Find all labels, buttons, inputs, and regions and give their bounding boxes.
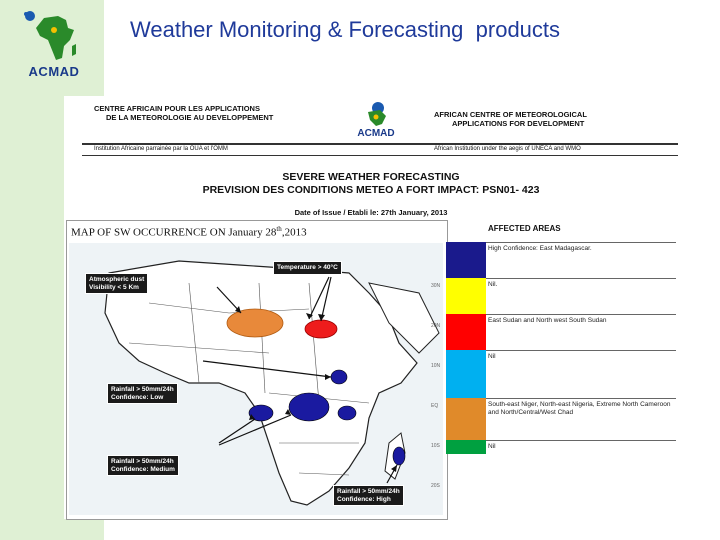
logo-text: ACMAD (28, 64, 80, 79)
bulletin-subtitle: PREVISION DES CONDITIONS METEO A FORT IMPACT: PSN01- 423 (202, 184, 540, 196)
header-divider (82, 143, 678, 145)
legend-swatch (446, 398, 486, 440)
svg-text:10S: 10S (431, 443, 440, 449)
legend-text: East Sudan and North west South Sudan (488, 317, 607, 324)
header-right (434, 110, 587, 128)
legend-text: Nil (488, 443, 496, 450)
callout-rain-high-line-2: Confidence: High (337, 495, 391, 503)
legend-row (446, 440, 676, 454)
callout-dust (85, 273, 148, 294)
legend-text: South-east Niger, North-east Nigeria, Extreme North Cameroon and North/Central/West Chad (488, 401, 671, 416)
legend-swatch (446, 350, 486, 398)
legend-text: Nil. (488, 281, 498, 288)
acmad-logo (14, 6, 94, 80)
africa-map-icon (14, 6, 94, 64)
map-panel (66, 220, 448, 520)
callout-rain-low-line-1: Rainfall > 50mm/24h (111, 386, 174, 393)
svg-text:10N: 10N (431, 363, 441, 369)
legend-row (446, 398, 676, 441)
legend-swatch (446, 278, 486, 314)
forecast-document (64, 96, 678, 519)
header-right-line-1: AFRICAN CENTRE OF METEOROLOGICAL (434, 110, 587, 119)
callout-dust-line-2: Visibility < 5 Km (89, 283, 139, 291)
callout-rain-high (333, 485, 404, 506)
svg-text:20S: 20S (431, 483, 440, 489)
map-title (71, 225, 307, 239)
callout-rain-medium-line-2: Confidence: Medium (111, 465, 175, 473)
callout-rain-low-line-2: Confidence: Low (111, 393, 164, 401)
legend-text: Nil (488, 353, 496, 360)
institution-divider (82, 155, 678, 156)
svg-text:EQ: EQ (431, 403, 439, 409)
legend-row (446, 278, 676, 315)
map-title-sup: th (276, 225, 282, 233)
legend-text: High Confidence: East Madagascar. (488, 245, 592, 252)
callout-dust-line-1: Atmospheric dust (89, 276, 145, 283)
map-title-suffix: ,2013 (281, 226, 307, 239)
svg-text:20N: 20N (431, 323, 441, 329)
legend-row (446, 314, 676, 351)
legend-header (446, 220, 676, 243)
callout-temperature: Temperature > 40°C (273, 261, 342, 275)
legend-header-label: AFFECTED AREAS (488, 224, 561, 233)
map-title-prefix: MAP OF SW OCCURRENCE ON January 28 (71, 226, 277, 239)
header-left-line-1: CENTRE AFRICAIN POUR LES APPLICATIONS (94, 104, 260, 113)
doc-logo (348, 98, 404, 142)
callout-rain-medium-line-1: Rainfall > 50mm/24h (111, 458, 174, 465)
doc-logo-text: ACMAD (357, 128, 395, 139)
header-right-line-2: APPLICATIONS FOR DEVELOPMENT (452, 119, 585, 128)
bulletin-title: SEVERE WEATHER FORECASTING (282, 171, 460, 183)
svg-text:30N: 30N (431, 283, 441, 289)
legend-swatch (446, 440, 486, 454)
callout-rain-low (107, 383, 178, 404)
legend-row (446, 350, 676, 399)
issue-date: Date of Issue / Etabli le: 27th January, 2013 (294, 208, 448, 217)
callout-rain-medium (107, 455, 179, 476)
header-left (94, 104, 273, 122)
header-left-line-2: DE LA METEOROLOGIE AU DEVELOPPEMENT (106, 113, 274, 122)
institution-right: African Institution under the aegis of UNECA and WMO (434, 146, 581, 152)
legend-swatch (446, 314, 486, 350)
legend-row (446, 242, 676, 279)
slide-title: Weather Monitoring & Forecasting products (130, 17, 561, 42)
institution-left: Institution Africaine parrainée par la OUA et l'OMM (94, 146, 228, 152)
legend-swatch (446, 242, 486, 278)
callout-rain-high-line-1: Rainfall > 50mm/24h (337, 488, 400, 495)
